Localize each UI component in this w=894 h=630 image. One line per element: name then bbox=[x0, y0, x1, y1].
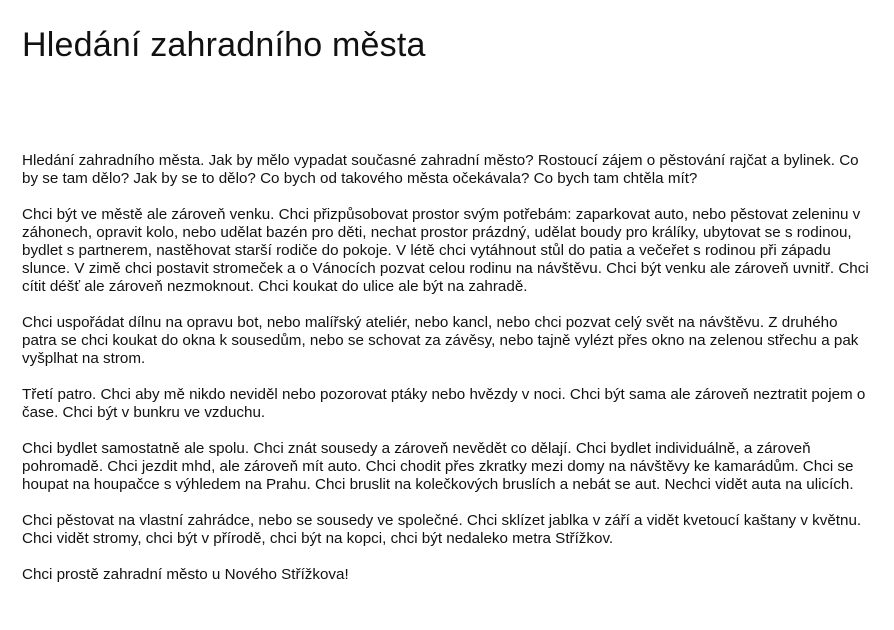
page-title: Hledání zahradního města bbox=[22, 26, 426, 64]
paragraph-second-floor: Chci uspořádat dílnu na opravu bot, nebo malířský ateliér, nebo kancl, nebo chci pozvat celý svět na návštěvu. Z druhého patra se chci koukat do okna k sousedům, nebo se schovat za závěsy, nebo tajně vylézt přes okno na zelenou střechu a pak vyšplhat na strom. bbox=[22, 314, 859, 367]
paragraph-third-floor: Třetí patro. Chci aby mě nikdo neviděl nebo pozorovat ptáky nebo hvězdy v noci. Chci být sama ale zároveň neztratit pojem o čase. Chci být v bunkru ve vzduchu. bbox=[22, 386, 866, 421]
paragraph-living-together: Chci bydlet samostatně ale spolu. Chci znát sousedy a zároveň nevědět co dělají. Chci bydlet individuálně, a zároveň pohromadě. Chci jezdit mhd, ale zároveň mít auto. Chci chodit přes zkratky mezi domy na návštěvy ke kamarádům. Chci se houpat na houpačce s výhledem na Prahu. Chci bruslit na kolečkových bruslích a nebát se aut. Nechci vidět auta na ulicích. bbox=[22, 440, 854, 493]
article-body bbox=[22, 152, 874, 602]
paragraph-gardening: Chci pěstovat na vlastní zahrádce, nebo se sousedy ve společné. Chci sklízet jablka v září a vidět kvetoucí kaštany v květnu. Chci vidět stromy, chci být v přírodě, chci být na kopci, chci být nedaleko metra Střížkov. bbox=[22, 512, 862, 547]
paragraph-intro: Hledání zahradního města. Jak by mělo vypadat současné zahradní město? Rostoucí zájem o pěstování rajčat a bylinek. Co by se tam dělo? Jak by se to dělo? Co bych od takového města očekávala? Co bych tam chtěla mít? bbox=[22, 152, 859, 187]
paragraph-conclusion: Chci prostě zahradní město u Nového Střížkova! bbox=[22, 566, 349, 583]
paragraph-city-and-outdoors: Chci být ve městě ale zároveň venku. Chci přizpůsobovat prostor svým potřebám: zaparkovat auto, nebo pěstovat zeleninu v záhonech, opravit kolo, nebo udělat bazén pro děti, nechat prostor prázdný, udělat boudy pro králíky, ubytovat se s rodinou, bydlet s partnerem, nastěhovat starší rodiče do pokoje. V létě chci vytáhnout stůl do patia a večeřet s rodinou při západu slunce. V zimě chci postavit stromeček a o Vánocích pozvat celou rodinu na návštěvu. Chci být venku ale zároveň uvnitř. Chci cítit déšť ale zároveň nezmoknout. Chci koukat do ulice ale být na zahradě. bbox=[22, 206, 869, 295]
